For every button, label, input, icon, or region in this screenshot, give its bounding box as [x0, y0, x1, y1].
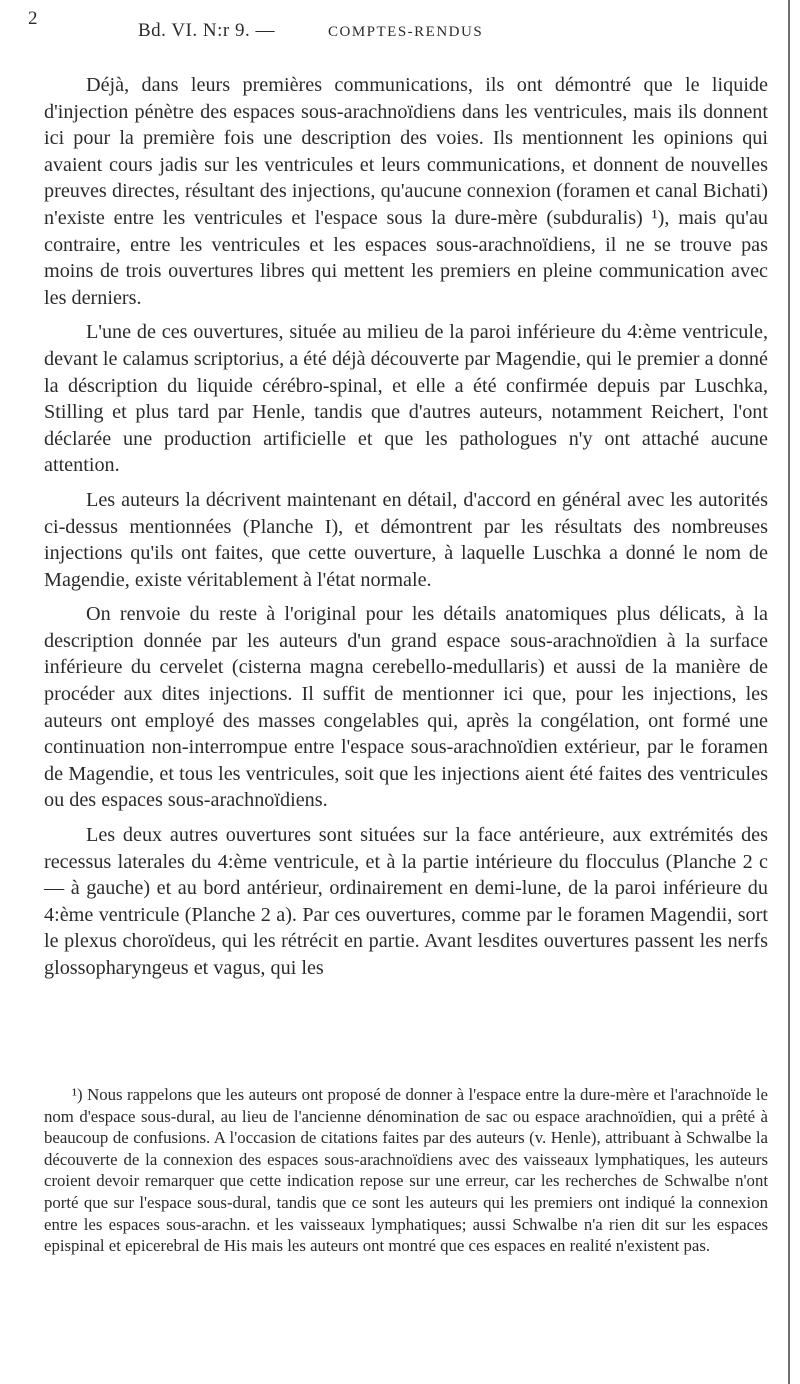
running-header [28, 8, 768, 48]
paragraph-1: Déjà, dans leurs premières communications, ils ont démontré que le liquide d'injection pénètre des espaces sous-arachnoïdiens dans les ventricules, mais ils donnent ici pour la première fois une description des voies. Ils mentionnent les opinions qui avaient cours jadis sur les ventricules et leurs communications, et donnent de nouvelles preuves directes, résultant des injections, qu'aucune connexion (foramen et canal Bichati) n'existe entre les ventricules et l'espace sous la dure-mère (subduralis) ¹), mais qu'au contraire, entre les ventricules et les espaces sous-arachnoïdiens, il ne se trouve pas moins de trois ouvertures libres qui mettent les premiers en pleine communication avec les derniers. [44, 74, 768, 309]
volume-reference: Bd. VI. N:r 9. — [138, 20, 275, 41]
paragraph-5: Les deux autres ouvertures sont situées sur la face antérieure, aux extrémités des recessus laterales du 4:ème ventricule, et à la partie intérieure du flocculus (Planche 2 c — à gauche) et au bord antérieur, ordinairement en demi-lune, de la paroi inférieure du 4:ème ventricule (Planche 2 a). Par ces ouvertures, comme par le foramen Magendii, sort le plexus choroïdeus, qui les rétrécit en partie. Avant lesdites ouvertures passent les nerfs glossopharyngeus et vagus, qui les [44, 824, 768, 979]
page-edge-line [788, 0, 790, 1384]
running-title: COMPTES-RENDUS [328, 24, 484, 40]
footnote [44, 1084, 768, 1257]
footnote-text: ¹) Nous rappelons que les auteurs ont proposé de donner à l'espace entre la dure-mère et l'arachnoïde le nom d'espace sous-dural, au lieu de l'ancienne dénomination de sac ou espace arachnoïdien, qui a prêté à beaucoup de confusions. A l'occasion de citations faites par des auteurs (v. Henle), attribuant à Schwalbe la découverte de la connexion des espaces sous-arachnoïdiens avec des vaisseaux lymphatiques, les auteurs croient devoir remarquer que cette indication repose sur une erreur, car les recherches de Schwalbe n'ont porté que sur l'espace sous-dural, tandis que ce sont les auteurs qui les premiers ont indiqué la connexion entre les espaces sous-arachn. et les vaisseaux lymphatiques; aussi Schwalbe n'a rien dit sur les espaces epispinal et epicerebral de His mais les auteurs ont montré que ces espaces en realité n'existent pas. [44, 1085, 768, 1256]
page-number: 2 [28, 8, 38, 29]
paragraph-2: L'une de ces ouvertures, située au milieu de la paroi inférieure du 4:ème ventricule, devant le calamus scriptorius, a été déjà découverte par Magendie, qui le premier a donné la déscription du liquide cérébro-spinal, et elle a été confirmée depuis par Luschka, Stilling et plus tard par Henle, tandis que d'autres auteurs, notamment Reichert, l'ont déclarée une production artificielle et que les pathologues n'y ont attaché aucune attention. [44, 321, 768, 477]
paragraph-4: On renvoie du reste à l'original pour les détails anatomiques plus délicats, à la description donnée par les auteurs d'un grand espace sous-arachnoïdien à la surface inférieure du cervelet (cisterna magna cerebello-medullaris) et aussi de la manière de procéder aux dites injections. Il suffit de mentionner ici que, pour les injections, les auteurs ont employé des masses congelables qui, après la congélation, ont formé une continuation non-interrompue entre l'espace sous-arachnoïdien extérieur, par le foramen de Magendie, et tous les ventricules, soit que les injections aient été faites des ventricules ou des espaces sous-arachnoïdiens. [44, 603, 768, 812]
main-text [44, 72, 768, 990]
paragraph-3: Les auteurs la décrivent maintenant en détail, d'accord en général avec les autorités ci-dessus mentionnées (Planche I), et démontrent par les résultats des nombreuses injections qu'ils ont faites, que cette ouverture, à laquelle Luschka a donné le nom de Magendie, existe véritablement à l'état normale. [44, 488, 768, 591]
